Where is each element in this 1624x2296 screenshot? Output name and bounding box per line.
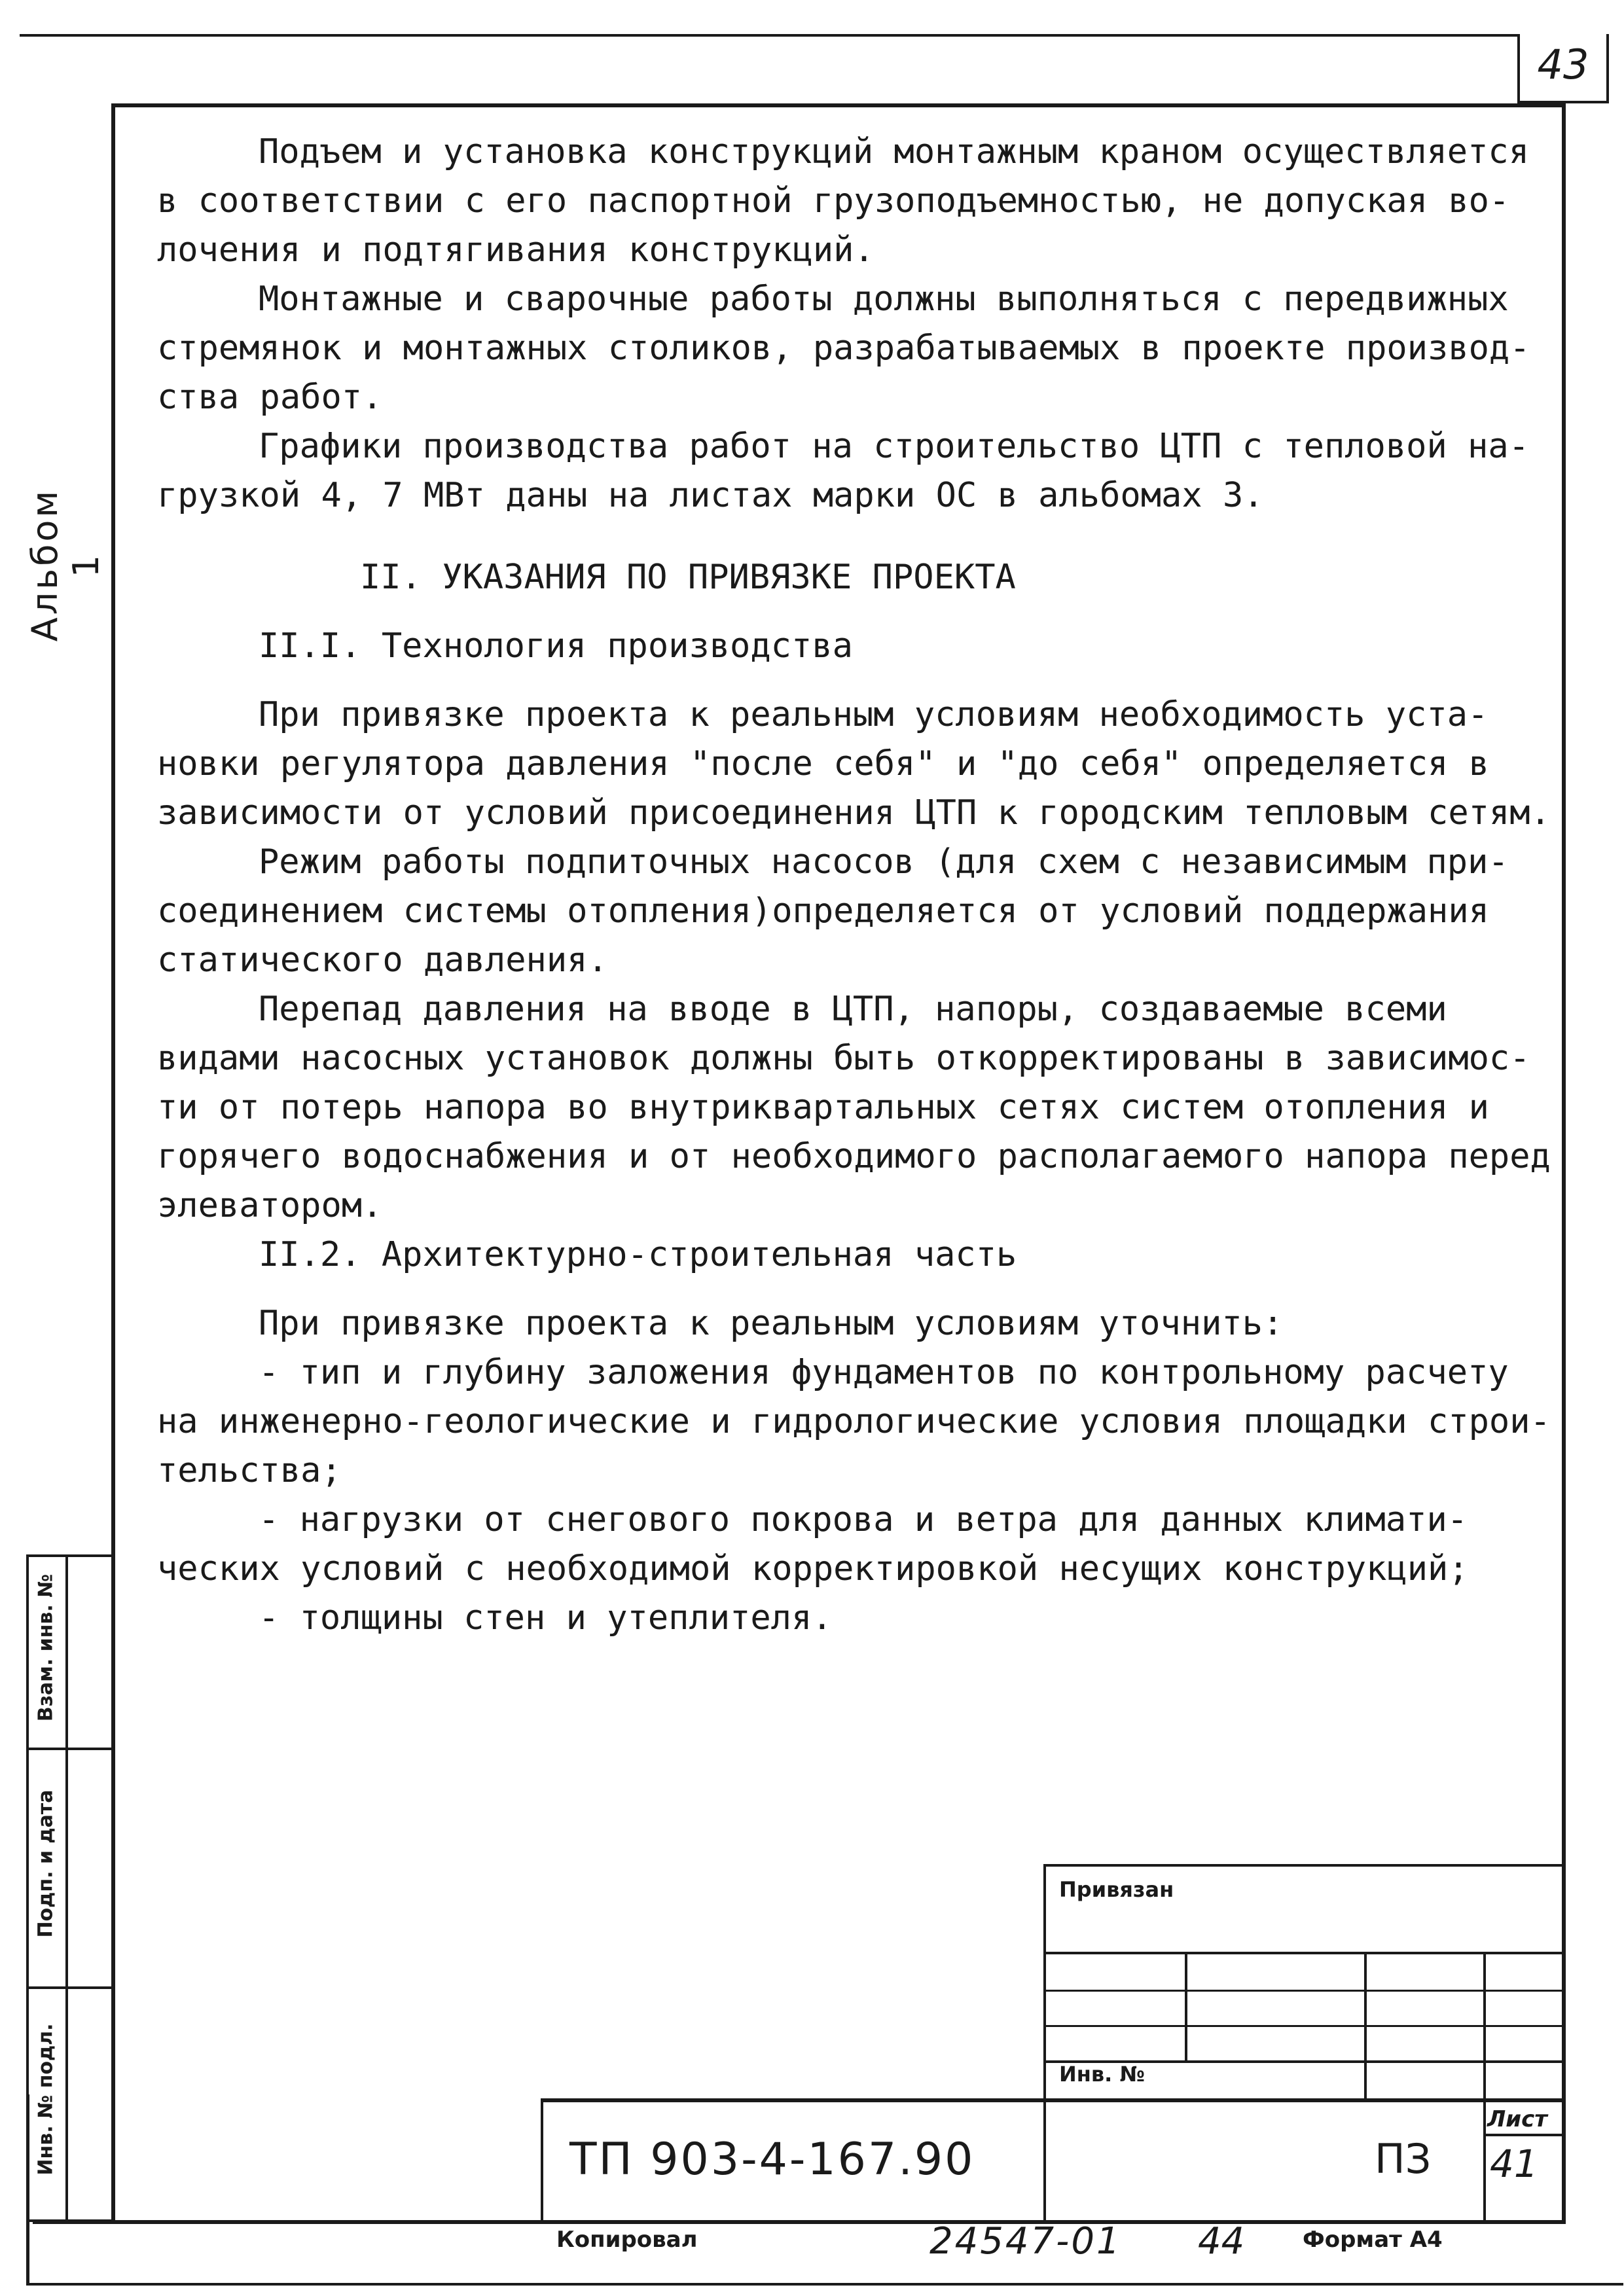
sheet-number: 41: [1490, 2142, 1538, 2186]
frame-bottom: [33, 2220, 1566, 2224]
text-line: зависимости от условий присоединения ЦТП к городским тепловым сетям.: [157, 793, 1551, 833]
side-strip-replace-inv: Взам. инв. №: [34, 1573, 58, 1722]
title-block-divider: [1364, 1952, 1367, 2098]
sheet-label: Лист: [1487, 2106, 1547, 2132]
scan-edge-bottom: [26, 2283, 1623, 2286]
text-line: Перепад давления на вводе в ЦТП, напоры, создаваемые всеми: [259, 990, 1447, 1029]
text-line: Монтажные и сварочные работы должны выполняться с передвижных: [259, 279, 1509, 319]
text-line: При привязке проекта к реальным условиям необходимость уста-: [259, 695, 1489, 734]
text-line: ти от потерь напора во внутриквартальных сетях систем отопления и: [157, 1088, 1489, 1127]
text-line: горячего водоснабжения и от необходимого располагаемого напора перед: [157, 1137, 1551, 1176]
title-block-divider: [1185, 1952, 1187, 2060]
album-label: Альбом 1: [24, 488, 107, 642]
side-strip-divider: [65, 1554, 68, 2222]
text-line: тельства;: [157, 1451, 342, 1490]
top-rule: [20, 34, 1604, 37]
page-number: 43: [1537, 41, 1589, 88]
text-line: - нагрузки от снегового покрова и ветра для данных климати-: [259, 1500, 1468, 1539]
paragraph-10: - толщины стен и утеплителя.: [259, 1598, 833, 1638]
text-line: новки регулятора давления "после себя" и "до себя" определяется в: [157, 744, 1489, 783]
text-line: Режим работы подпиточных насосов (для схем с независимым при-: [259, 842, 1509, 882]
side-strip-inv-original: Инв. № подл.: [34, 2023, 58, 2176]
frame-left: [111, 103, 115, 2224]
text-line: ства работ.: [157, 378, 383, 417]
text-line: ческих условий с необходимой корректировкой несущих конструкций;: [157, 1549, 1469, 1588]
archive-number: 24547-01: [929, 2220, 1122, 2263]
title-block-rule: [1483, 2134, 1562, 2136]
text-line: видами насосных установок должны быть откорректированы в зависимос-: [157, 1039, 1530, 1078]
inventory-number-label: Инв. №: [1059, 2062, 1145, 2087]
frame-right: [1562, 103, 1566, 2224]
text-line: элеватором.: [157, 1186, 383, 1225]
binding-label: Привязан: [1059, 1877, 1174, 1902]
copied-by-label: Копировал: [556, 2227, 698, 2253]
text-line: соединением системы отопления)определяется от условий поддержания: [157, 891, 1489, 931]
paragraph-7: При привязке проекта к реальным условиям уточнить:: [259, 1304, 1284, 1343]
subsection-heading: II.2. Архитектурно-строительная часть: [259, 1235, 1017, 1274]
side-strip-rule: [26, 1986, 111, 1989]
paper-format: Формат А4: [1303, 2227, 1443, 2253]
text-line: Подъем и установка конструкций монтажным краном осуществляется: [259, 132, 1530, 171]
text-line: в соответствии с его паспортной грузоподъемностью, не допуская во-: [157, 181, 1510, 221]
text-line: статического давления.: [157, 941, 608, 980]
side-strip-sign-date: Подп. и дата: [34, 1789, 58, 1938]
text-line: на инженерно-геологические и гидрологические условия площадки строи-: [157, 1402, 1551, 1441]
subsection-heading: II.I. Технология производства: [259, 626, 853, 666]
text-line: стремянок и монтажных столиков, разрабатываемых в проекте производ-: [157, 329, 1530, 368]
section-heading: II. УКАЗАНИЯ ПО ПРИВЯЗКЕ ПРОЕКТА: [360, 558, 1016, 597]
text-line: лочения и подтягивания конструкций.: [157, 230, 875, 270]
section-code: ПЗ: [1375, 2135, 1432, 2183]
text-line: - тип и глубину заложения фундаментов по контрольному расчету: [259, 1353, 1509, 1392]
archive-sheet: 44: [1198, 2220, 1245, 2263]
side-strip-rule: [26, 1748, 111, 1750]
frame-top: [111, 103, 1566, 107]
text-line: грузкой 4, 7 МВт даны на листах марки ОС в альбомах 3.: [157, 476, 1264, 515]
text-line: Графики производства работ на строительство ЦТП с тепловой на-: [259, 427, 1530, 466]
document-code: ТП 903-4-167.90: [569, 2134, 975, 2185]
